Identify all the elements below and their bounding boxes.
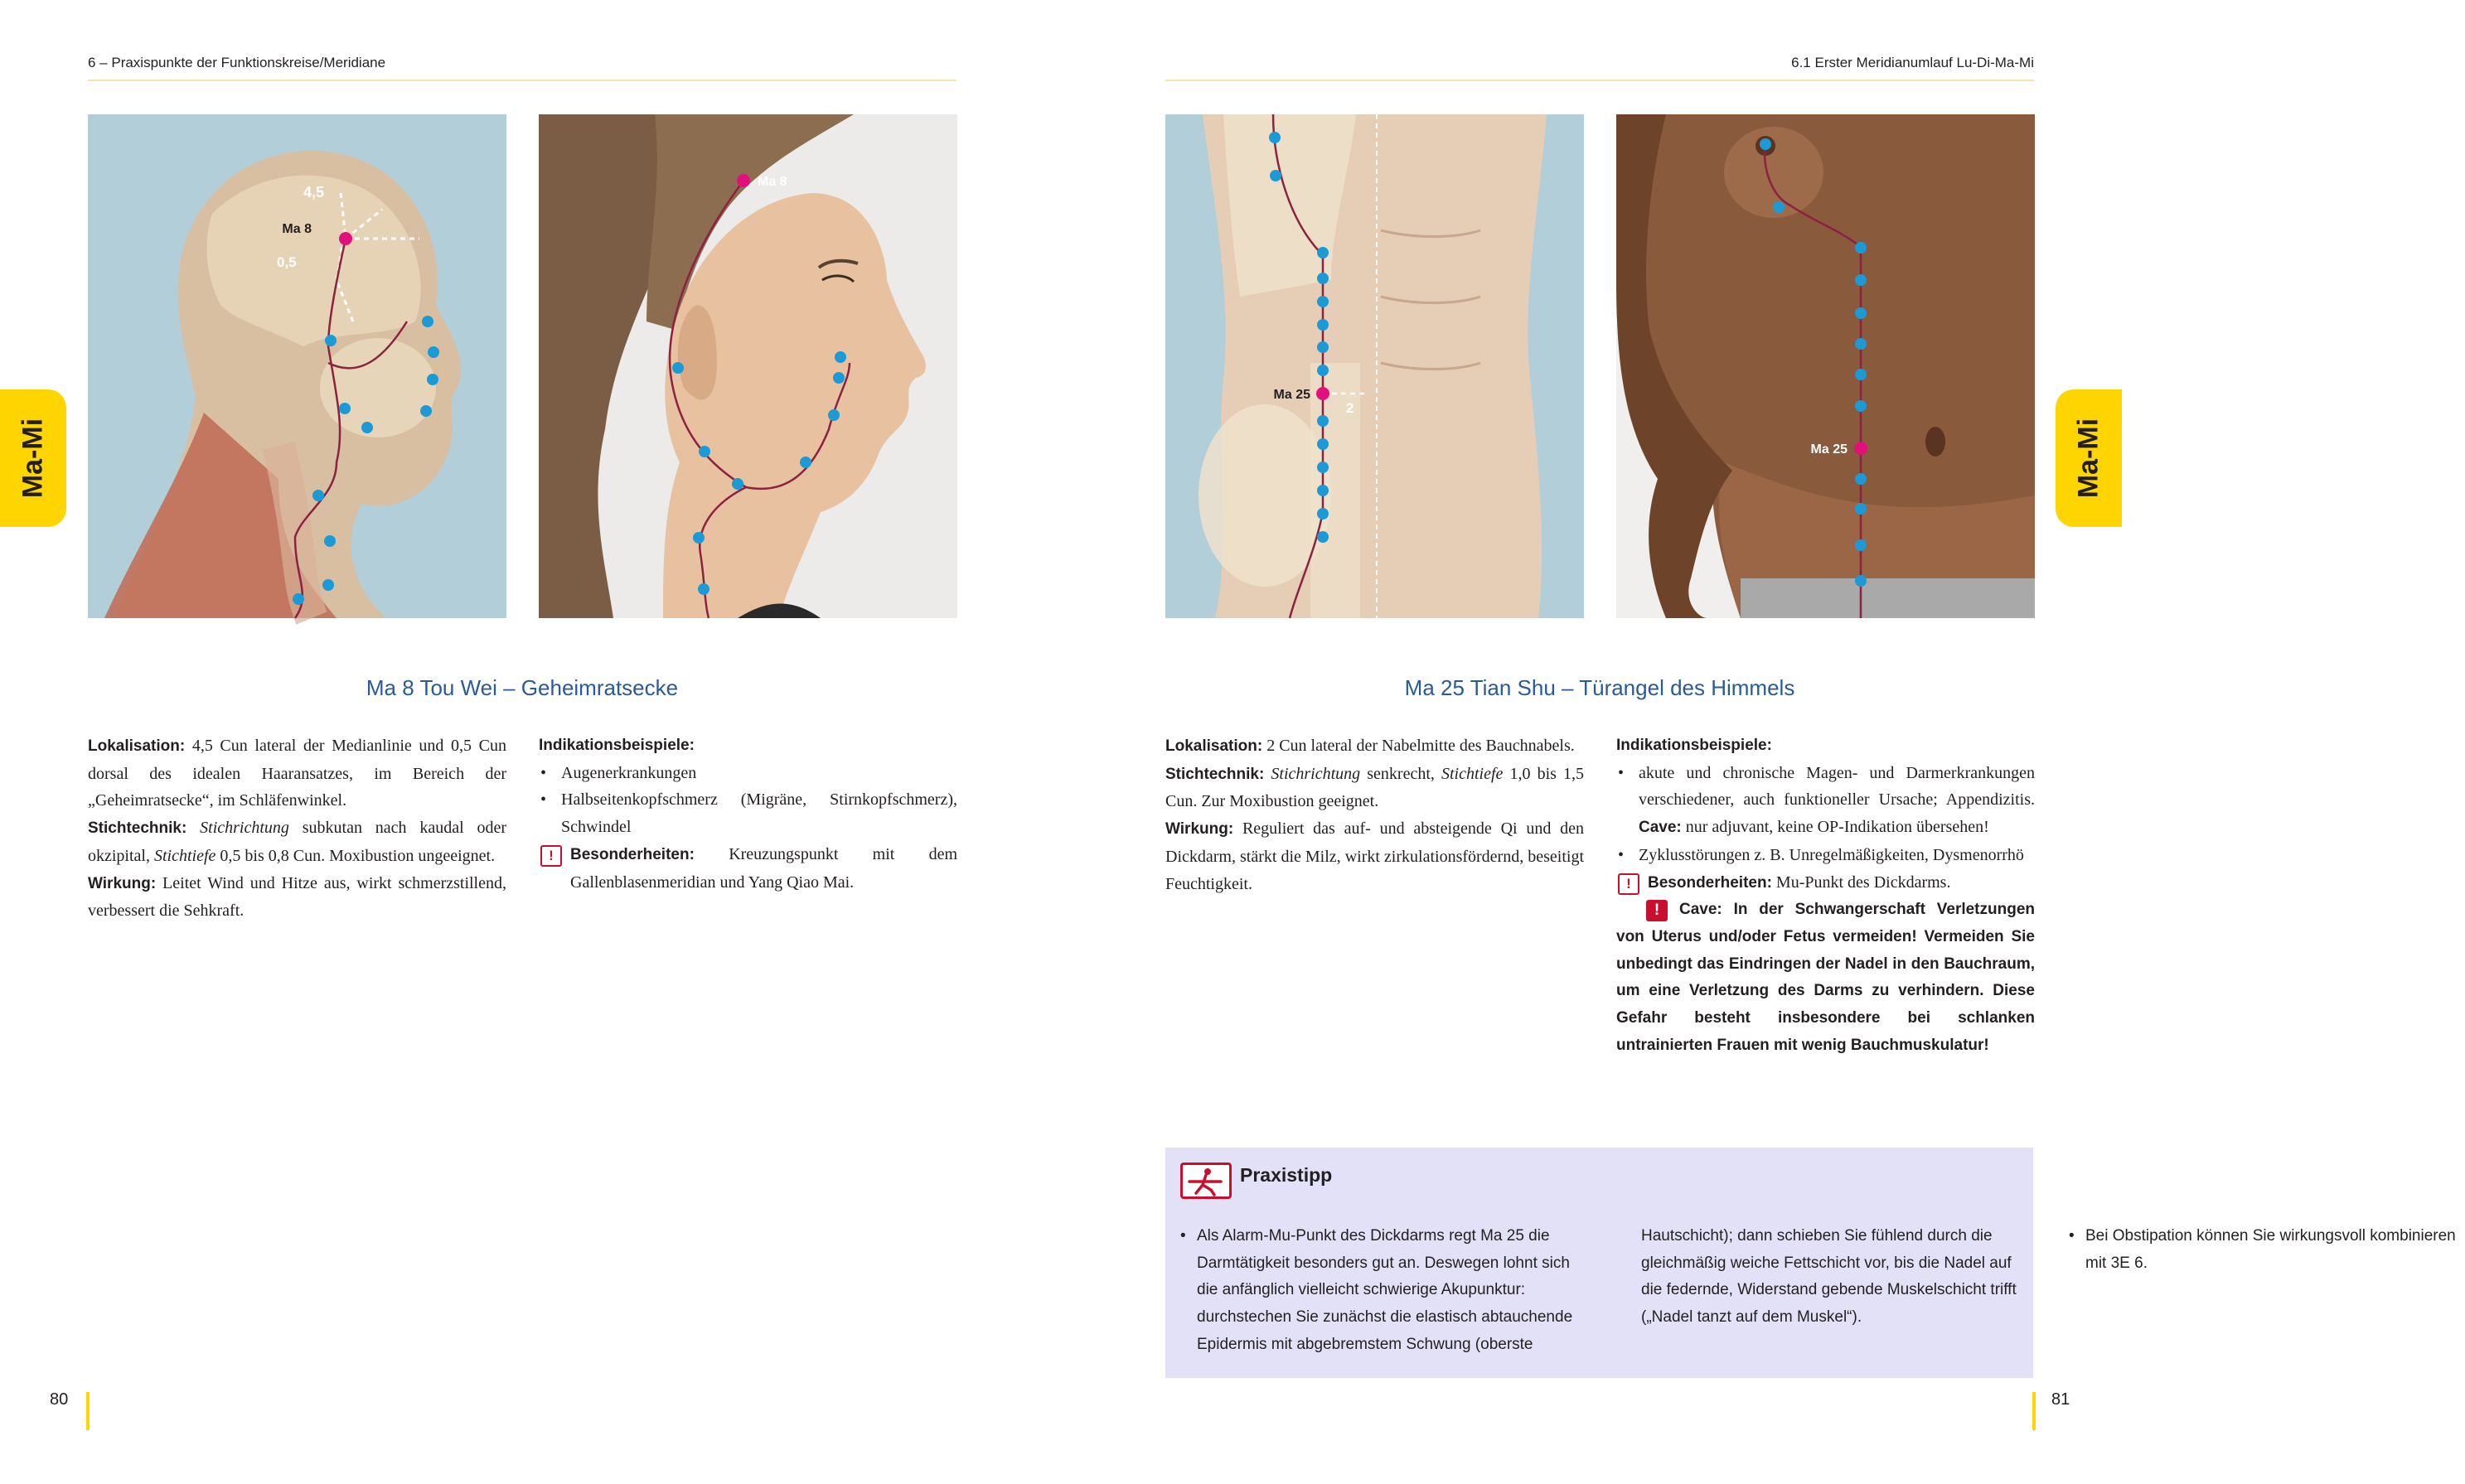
ma25-indications [1616, 732, 2035, 1059]
stichtiefe-term: Stichtiefe [153, 846, 216, 865]
stichtechnik-text: senkrecht, [1360, 764, 1441, 783]
stichtechnik-text: 0,5 bis 0,8 Cun. Moxibustion ungeeignet. [216, 846, 496, 865]
warning-icon: ! [540, 845, 562, 867]
stichtiefe-term: Stichtiefe [1441, 764, 1504, 783]
label-lokalisation: Lokalisation: [1165, 737, 1263, 755]
tip-item: • Als Alarm-Mu-Punkt des Dickdarms regt Ma 25 die Darmtätigkeit besonders gut an. Deswegen lohnt sich die anfänglich vielleicht schwierige Akupunktur: durchstechen Sie zunächst die elastisch abtauchende Epidermis mit abgebremstem Schwung (oberste Hautschicht); dann schieben Sie fühlend durch die gleichmäßig weiche Fettschicht vor, bis die Nadel auf die federnde, Widerstand gebende Muskelschicht trifft („Nadel tanzt auf dem Muskel“). [1179, 1223, 2021, 1378]
label-stichtechnik: Stichtechnik: [88, 819, 187, 838]
indication-item: • Zyklusstörungen z. B. Unregelmäßigkeiten, Dysmenorrhö [1616, 842, 2035, 869]
cave-text: In der Schwangerschaft Verletzungen von Uterus und/oder Fetus vermeiden! Vermeiden Sie unbedingt das Eindringen der Nadel in den Bauchraum, um eine Verletzung des Darms zu verhindern. Diese Gefahr besteht insbesondere bei schlanken untrainierten Frauen mit wenig Bauchmuskulatur! [1616, 901, 2035, 1054]
wirkung-text: Leitet Wind und Hitze aus, wirkt schmerzstillend, verbessert die Sehkraft. [88, 873, 506, 921]
praxistipp-title: Praxistipp [1240, 1164, 1333, 1186]
chapter-tab-right[interactable] [2056, 389, 2122, 527]
header-rule-left [88, 80, 956, 81]
label-cave: Cave: [1679, 901, 1722, 919]
label-stichtechnik: Stichtechnik: [1165, 765, 1265, 783]
stichrichtung-term: Stichrichtung [200, 819, 289, 838]
page-marker-left [86, 1392, 90, 1430]
face-photo [539, 114, 957, 618]
label-besonderheiten: Besonderheiten: [570, 845, 695, 863]
indication-text: akute und chronische Magen- und Darmerkrankungen verschiedener, auch funktioneller Ursache; Appendizitis. [1639, 763, 2035, 810]
warning-icon: ! [1618, 873, 1639, 895]
ma8-indications [539, 732, 957, 896]
stichtechnik-text: 1,0 bis 1,5 Cun. Zur Moxibustion geeignet. [1165, 764, 1585, 811]
indication-item [1616, 760, 2035, 842]
label-wirkung: Wirkung: [88, 874, 157, 892]
ma8-description [88, 732, 506, 925]
ma25-description [1165, 732, 1584, 897]
section-heading-ma8: Ma 8 Tou Wei – Geheimratsecke [366, 675, 679, 700]
indication-item: • Halbseitenkopfschmerz (Migräne, Stirnkopfschmerz), Schwindel [539, 786, 957, 840]
skull-measure-a: 4,5 [303, 184, 325, 201]
besonderheiten-text: Kreuzungspunkt mit dem Gallenblasenmeridian und Yang Qiao Mai. [570, 844, 957, 892]
wirkung-text: Reguliert das auf- und absteigende Qi und den Dickdarm, stärkt die Milz, wirkt zirkulationsfördernd, beseitigt Feuchtigkeit. [1165, 819, 1585, 893]
header-rule-right [1165, 80, 2034, 81]
exclamation-icon: ! [1646, 900, 1668, 921]
stichrichtung-term: Stichrichtung [1271, 764, 1361, 783]
skull-measure-b: 0,5 [277, 254, 297, 270]
torso-illustration [1165, 114, 1584, 618]
page-number-left: 80 [50, 1390, 69, 1409]
running-head-left: 6 – Praxispunkte der Funktionskreise/Meridiane [88, 55, 386, 70]
chapter-tab-label: Ma-Mi [17, 418, 49, 499]
page-marker-right [2032, 1392, 2036, 1430]
lokalisation-text: 2 Cun lateral der Nabelmitte des Bauchnabels. [1266, 737, 1575, 755]
lokalisation-text: 4,5 Cun lateral der Medianlinie und 0,5 Cun dorsal des idealen Haaransatzes, im Bereich der „Geheimratsecke“, im Schläfenwinkel. [88, 737, 506, 810]
tip-item: • Bei Obstipation können Sie wirkungsvoll kombinieren mit 3E 6. [2067, 1223, 2465, 1277]
section-heading-ma25: Ma 25 Tian Shu – Türangel des Himmels [1404, 675, 1795, 700]
indication-item: • Augenerkrankungen [539, 760, 957, 787]
label-besonderheiten: Besonderheiten: [1648, 873, 1772, 892]
chapter-tab-label: Ma-Mi [2072, 418, 2104, 499]
label-indikationsbeispiele: Indikationsbeispiele: [1616, 737, 1772, 754]
cave-warning [1616, 897, 2035, 1059]
stichtechnik-text: subkutan nach kaudal oder okzipital, [88, 819, 506, 865]
abdomen-point-label: Ma 25 [1810, 442, 1848, 457]
page-number-right: 81 [2051, 1390, 2070, 1409]
face-point-label: Ma 8 [758, 175, 787, 189]
besonderheiten-text: Mu-Punkt des Dickdarms. [1775, 873, 1951, 892]
label-cave-inline: Cave: [1639, 819, 1682, 837]
praxistipp-content [1179, 1148, 2456, 1378]
skull-point-label: Ma 8 [282, 222, 312, 236]
abdomen-photo [1616, 114, 2035, 618]
torso-point-label: Ma 25 [1273, 388, 1310, 402]
label-indikationsbeispiele: Indikationsbeispiele: [539, 737, 695, 754]
running-head-right: 6.1 Erster Meridianumlauf Lu-Di-Ma-Mi [1791, 55, 2034, 70]
skull-illustration [88, 114, 506, 618]
praxistipp-box [1165, 1148, 2456, 1378]
cave-inline-text: nur adjuvant, keine OP-Indikation übersehen! [1681, 818, 1989, 837]
torso-measure: 2 [1346, 400, 1354, 416]
label-lokalisation: Lokalisation: [88, 737, 186, 755]
chapter-tab-left[interactable] [0, 389, 66, 527]
label-wirkung: Wirkung: [1165, 820, 1234, 839]
